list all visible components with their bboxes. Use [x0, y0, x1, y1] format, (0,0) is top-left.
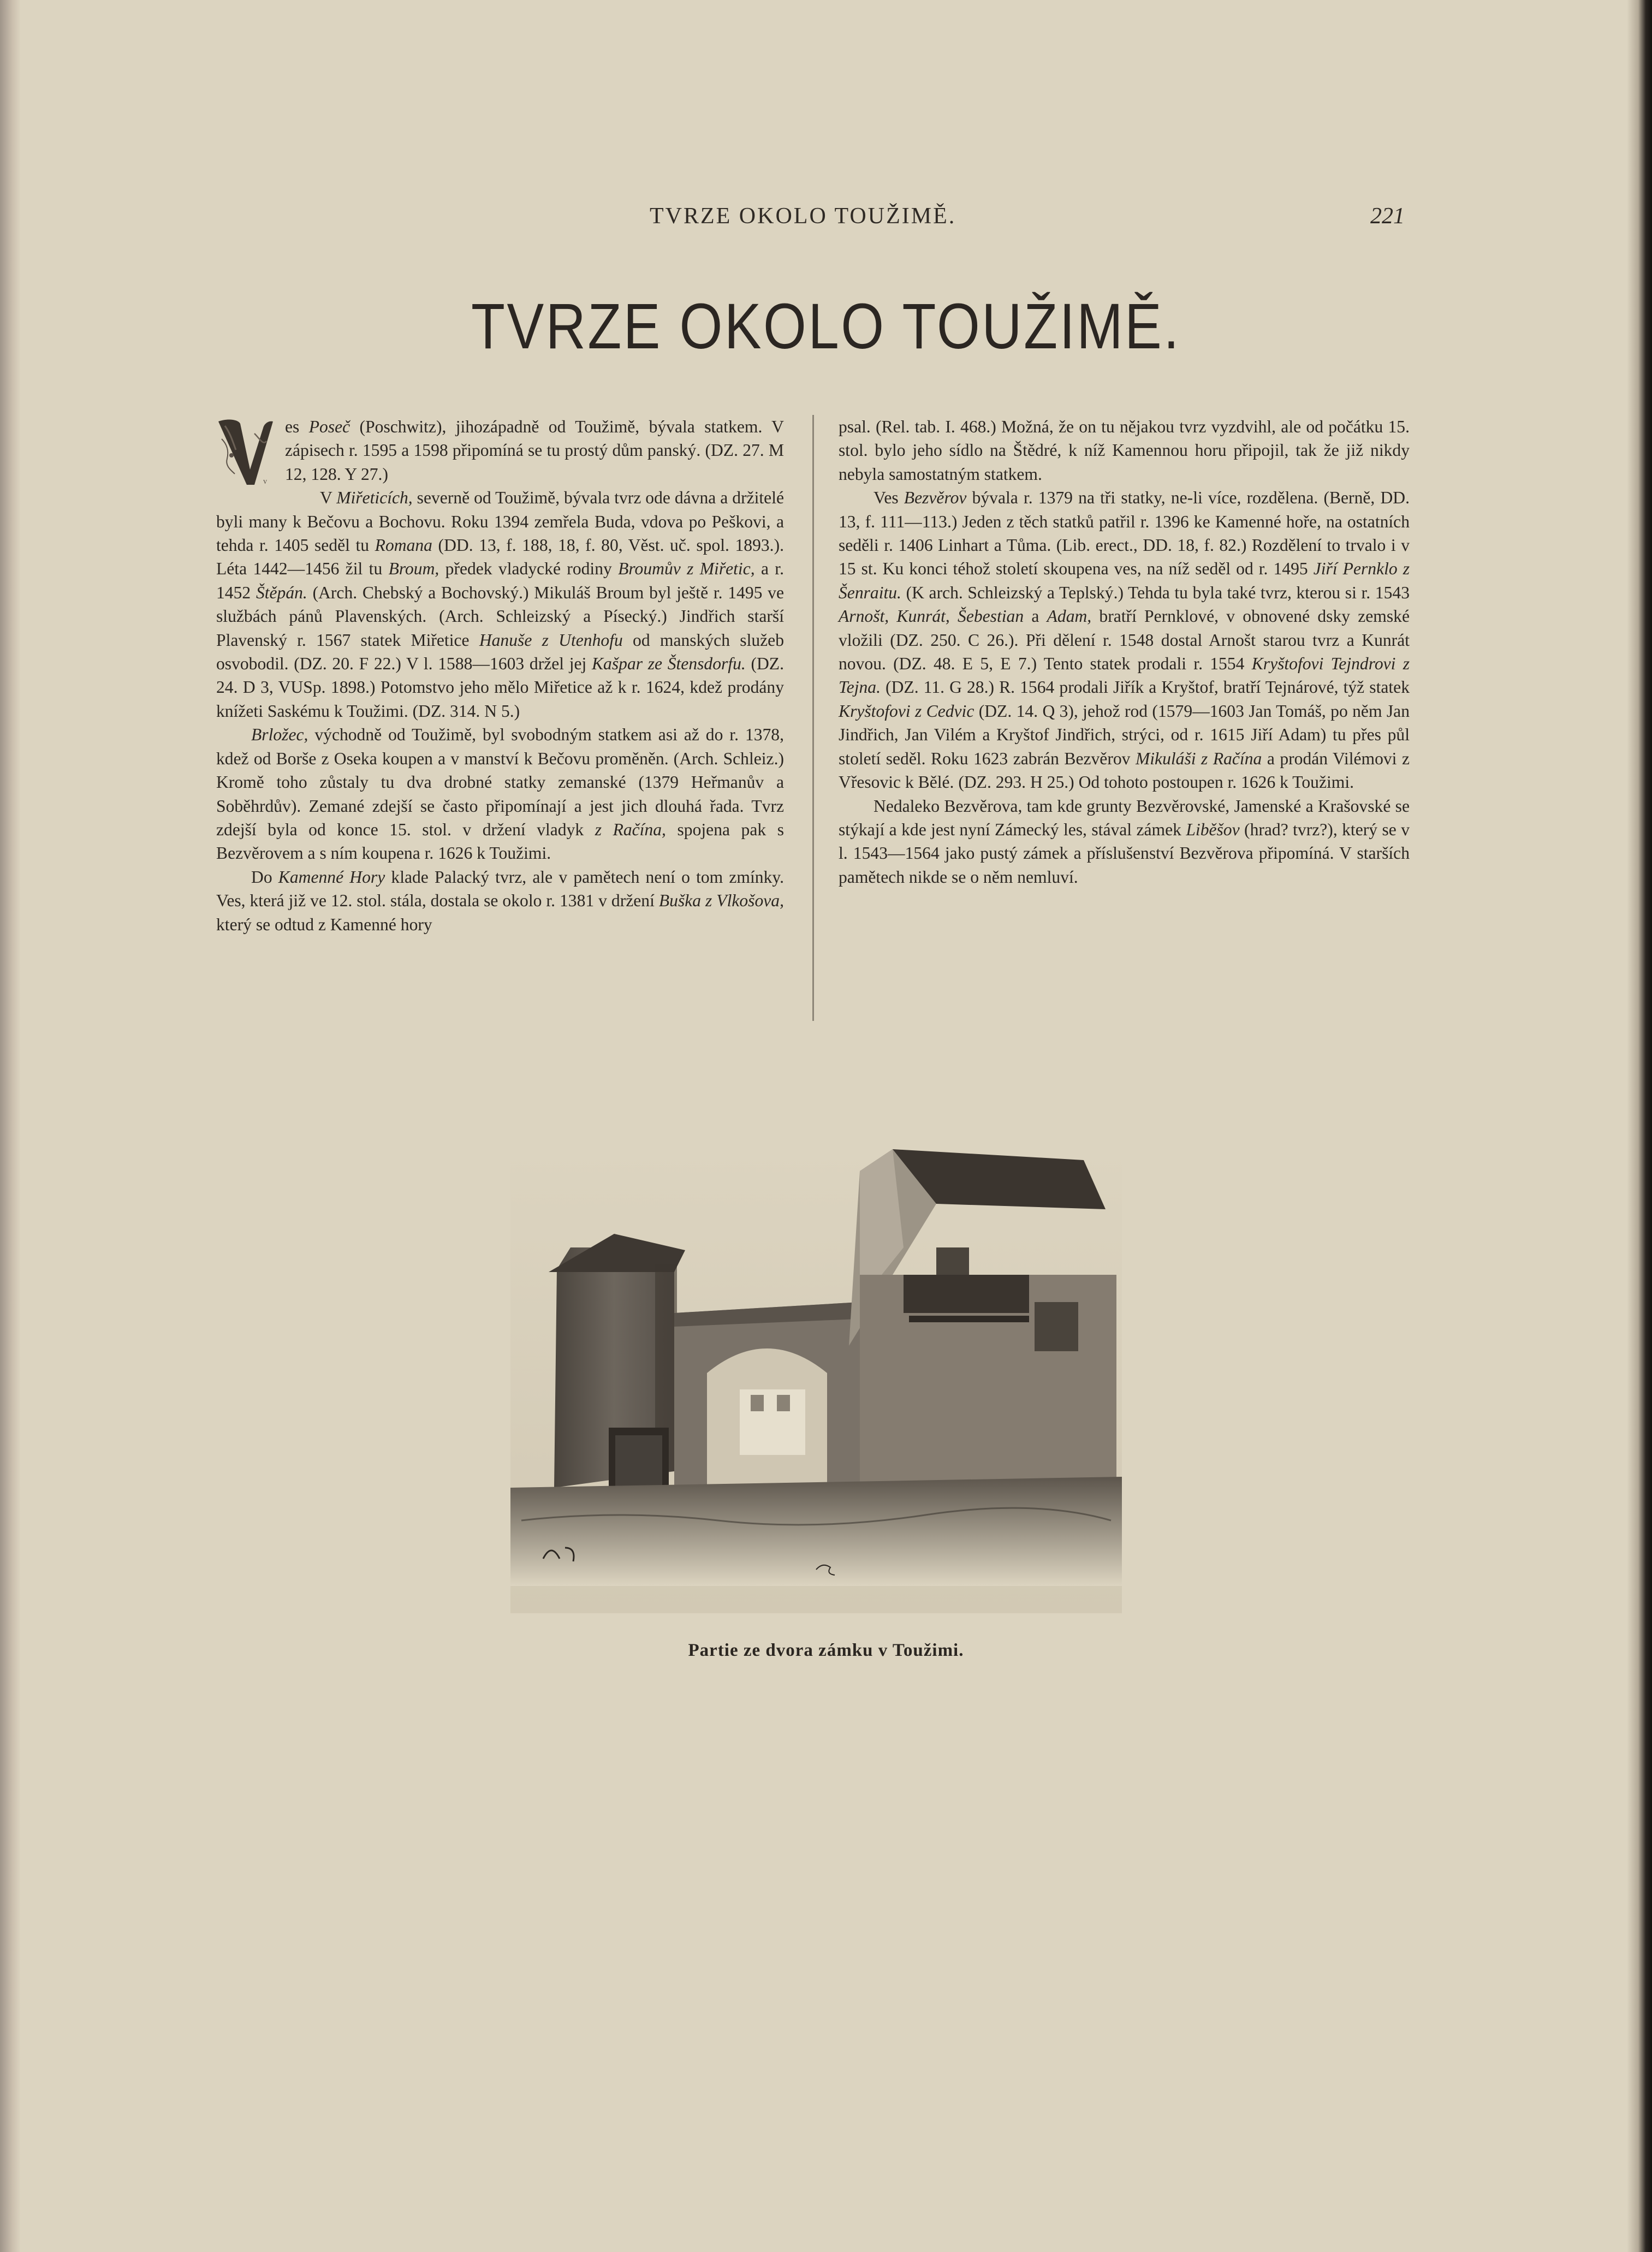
italic-name: Kryštofovi z Cedvic	[839, 701, 974, 721]
italic-name: Poseč	[308, 417, 350, 436]
paragraph-posec: V es Poseč (Poschwitz), jihozápadně od Toužimě, bývala statkem. V zápisech r. 1595 a 1598 připomíná se tu prostý dům panský. (DZ. 27. M 12, 128. Y 27.)	[216, 415, 784, 486]
italic-name: Buška z Vlkošova,	[658, 891, 784, 911]
chapter-title: TVRZE OKOLO TOUŽIMĚ.	[471, 290, 1181, 363]
italic-name: Miřeticích,	[336, 488, 413, 508]
right-building	[849, 1149, 1116, 1482]
right-column	[839, 415, 1410, 889]
paragraph-miretice: V Miřeticích, severně od Toužimě, bývala tvrz ode dávna a držitelé byli many k Bečovu a Bochovu. Roku 1394 zemřela Buda, vdova po Peškovi, a tehda r. 1405 seděl tu Romana (DD. 13, f. 188, 18, f. 80, Věst. uč. spol. 1893.). Léta 1442—1456 žil tu Broum, předek vladycké rodiny Broumův z Miřetic, a r. 1452 Štěpán. (Arch. Chebský a Bochovský.) Mikuláš Broum byl ještě r. 1495 ve službách pánů Plavenských. (Arch. Schleizský a Písecký.) Jindřich starší Plavenský r. 1567 statek Miřetice Hanuše z Utenhofu od manských služeb osvobodil. (DZ. 20. F 22.) V l. 1588—1603 držel jej Kašpar ze Štensdorfu. (DZ. 24. D 3, VUSp. 1898.) Potomstvo jeho mělo Miřetice až k r. 1624, kdež prodány knížeti Saskému k Toužimi. (DZ. 314. N 5.)	[216, 488, 784, 721]
italic-name: Mikuláši z Račína	[1135, 748, 1262, 768]
italic-name: Broum,	[388, 559, 439, 579]
page-edge-shadow	[1627, 0, 1652, 2252]
italic-name: Hanuše z Utenhofu	[479, 630, 623, 650]
left-column	[216, 415, 784, 936]
italic-name: Broumův z Miřetic,	[618, 559, 755, 579]
paragraph-bezverov: Ves Bezvěrov bývala r. 1379 na tři statky, ne-li více, rozdělena. (Berně, DD. 13, f. 111—113.) Jeden z těch statků patřil r. 1396 ke Kamenné hoře, na ostatních seděli r. 1406 Linhart a Tůma. (Lib. erect., DD. 18, f. 82.) Rozdělení to trvalo i v 15 st. Ku konci téhož století skoupena ves, na níž seděl od r. 1495 Jiří Pernklo z Šenraitu. (K arch. Schleizský a Teplský.) Tehda tu byla také tvrz, kterou si r. 1543 Arnošt, Kunrát, Šebestian a Adam, bratří Pernklové, v obnovené dsky zemské vložili (DZ. 250. C 26.). Při dělení r. 1548 dostal Arnošt starou tvrz a Kunrát novou. (DZ. 48. E 5, E 7.) Tento statek prodali r. 1554 Kryštofovi Tejndrovi z Tejna. (DZ. 11. G 28.) R. 1564 prodali Jiřík a Kryštof, bratří Tejnárové, týž statek Kryštofovi z Cedvic (DZ. 14. Q 3), jehož rod (1579—1603 Jan Tomáš, po něm Jan Jindřich, Jan Vilém a Kryštof Jindřich, strýci, od r. 1615 Jiří Adam) tu přes půl století seděl. Roku 1623 zabrán Bezvěrov Mikuláši z Račína a prodán Vilémovi z Vřesovic k Bělé. (DZ. 293. H 25.) Od tohoto postoupen r. 1626 k Toužimi.	[839, 488, 1410, 792]
paragraph-brlozec: Brložec, východně od Toužimě, byl svobodným statkem asi až do r. 1378, kdež od Borše z Oseka koupen a v manství k Bečovu proměněn. (Arch. Schleiz.) Kromě toho zůstaly tu dva drobné statky zemanské (1379 Heřmanův a Soběhrdův). Zemané zdejší se často připomínají a jest jich dlouhá řada. Tvrz zdejší byla od konce 15. stol. v držení vladyk z Račína, spojena pak s Bezvěrovem a s ním koupena r. 1626 k Toužimi.	[216, 725, 785, 863]
gallery-balcony	[904, 1275, 1029, 1313]
paragraph-kamenna-hora: Do Kamenné Hory klade Palacký tvrz, ale v pamětech není o tom zmínky. Ves, která již ve 12. stol. stála, dostala se okolo r. 1381 v držení Buška z Vlkošova, který se odtud z Kamenné hory	[216, 867, 785, 934]
castle-courtyard-illustration	[510, 1138, 1122, 1613]
page-number: 221	[1370, 204, 1405, 229]
italic-name: Štěpán.	[255, 583, 307, 602]
italic-name: Kryštofovi Tejndrovi z Tejna.	[839, 654, 1410, 697]
figure-caption: Partie ze dvora zámku v Toužimi.	[688, 1641, 964, 1660]
italic-name: Kašpar ze Štensdorfu.	[591, 654, 746, 674]
gate-arch	[674, 1302, 871, 1488]
dropcap-v-ornament	[216, 417, 275, 488]
running-head: TVRZE OKOLO TOUŽIMĚ.	[650, 204, 956, 229]
dropcap-letter: V	[263, 479, 268, 485]
italic-name: Jiří Pernklo z Šenraitu.	[839, 559, 1410, 602]
italic-name: Liběšov	[1186, 819, 1240, 839]
italic-name: Kamenné Hory	[278, 867, 385, 887]
page-spine-shadow	[0, 0, 21, 2252]
italic-name: z Račína,	[595, 819, 666, 839]
italic-name: Adam,	[1047, 607, 1092, 626]
italic-name: Arnošt, Kunrát, Šebestian	[839, 607, 1024, 626]
paragraph-kamenna-hora-cont: psal. (Rel. tab. I. 468.) Možná, že on tu nějakou tvrz vyzdvihl, ale od počátku 15. stol. bylo jeho sídlo na Štědré, k níž Kamennou horu připojil, tak že již nikdy nebyla samostatným statkem.	[839, 417, 1410, 484]
left-tower	[549, 1234, 685, 1493]
paragraph-libesov: Nedaleko Bezvěrova, tam kde grunty Bezvěrovské, Jamenské a Krašovské se stýkají a kde jest nyní Zámecký les, stával zámek Liběšov (hrad? tvrz?), který se v l. 1543—1564 jako pustý zámek a příslušenství Bezvěrova připomíná. V starších pamětech nikde se o něm nemluví.	[839, 796, 1410, 887]
italic-name: Bezvěrov	[904, 488, 967, 508]
column-divider	[812, 415, 814, 1021]
italic-name: Brložec,	[251, 725, 308, 745]
italic-name: Romana	[375, 536, 432, 555]
